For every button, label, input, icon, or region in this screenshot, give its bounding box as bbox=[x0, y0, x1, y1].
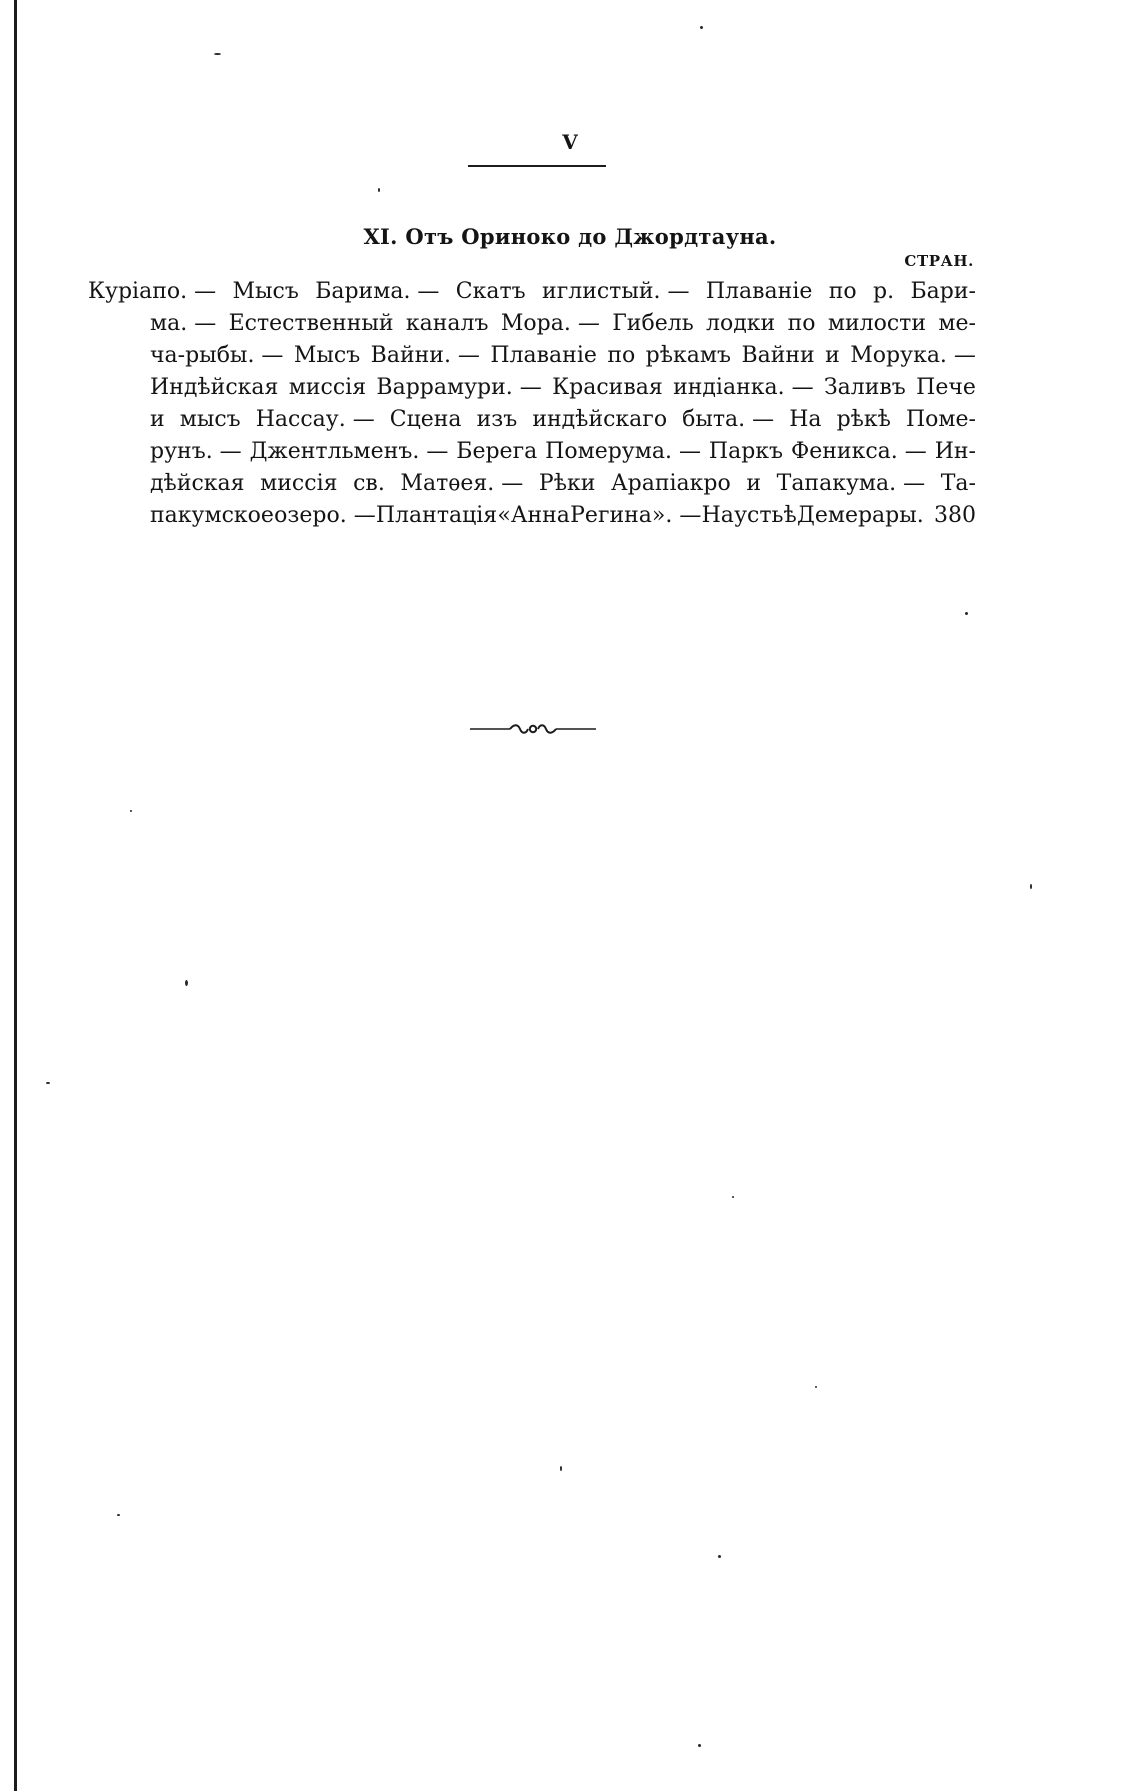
page-column-label: СТРАН. bbox=[904, 252, 974, 270]
toc-word: Померума. — bbox=[545, 439, 701, 464]
toc-line bbox=[88, 276, 976, 308]
toc-line bbox=[88, 436, 976, 468]
toc-word: Плантація bbox=[375, 503, 498, 528]
toc-word: На bbox=[701, 503, 734, 528]
toc-line bbox=[88, 404, 976, 436]
toc-word: Джентльменъ. — bbox=[249, 439, 449, 464]
toc-word: Скатъ bbox=[455, 279, 526, 304]
toc-word: по bbox=[607, 343, 636, 368]
print-speck bbox=[378, 188, 380, 192]
toc-line bbox=[88, 500, 976, 532]
toc-word: устьѣ bbox=[734, 503, 797, 528]
print-speck bbox=[46, 1082, 50, 1084]
toc-word: Матѳея. — bbox=[400, 471, 524, 496]
page-reference: 380 bbox=[933, 503, 976, 528]
toc-word: Поме- bbox=[905, 407, 976, 432]
toc-word: Красивая bbox=[552, 375, 663, 400]
toc-word: Та- bbox=[940, 471, 976, 496]
toc-word: Феникса. — bbox=[790, 439, 927, 464]
print-speck bbox=[560, 1466, 562, 1471]
toc-word: мысъ bbox=[179, 407, 241, 432]
toc-word: и bbox=[150, 407, 165, 432]
toc-word: Ин- bbox=[934, 439, 976, 464]
toc-word: рѣкамъ bbox=[645, 343, 731, 368]
print-speck bbox=[698, 1744, 701, 1747]
toc-word: индѣйскаго bbox=[532, 407, 668, 432]
toc-word: р. bbox=[873, 279, 895, 304]
print-speck bbox=[700, 26, 703, 29]
toc-word: На bbox=[789, 407, 822, 432]
toc-word: ме- bbox=[938, 311, 976, 336]
toc-word: и bbox=[825, 343, 840, 368]
toc-word: Гибель bbox=[612, 311, 694, 336]
toc-word: Мысъ bbox=[232, 279, 299, 304]
toc-line bbox=[88, 340, 976, 372]
toc-word: дѣйская bbox=[150, 471, 245, 496]
toc-word: Тапакума. — bbox=[776, 471, 926, 496]
toc-word: ма. — bbox=[150, 311, 217, 336]
toc-word: и bbox=[746, 471, 762, 496]
toc-word: Пече bbox=[916, 375, 976, 400]
toc-word: Плаваніе bbox=[490, 343, 597, 368]
toc-word: Плаваніе bbox=[705, 279, 813, 304]
toc-word: миссія bbox=[260, 471, 338, 496]
print-speck bbox=[185, 980, 188, 986]
toc-word: Бари- bbox=[910, 279, 976, 304]
page-number: V bbox=[562, 130, 578, 154]
toc-word: Паркъ bbox=[708, 439, 784, 464]
toc-word: лодки bbox=[706, 311, 776, 336]
toc-word: Варрамури. — bbox=[376, 375, 542, 400]
print-speck bbox=[732, 1196, 734, 1198]
toc-word: миссія bbox=[288, 375, 367, 400]
toc-word: Рѣки bbox=[538, 471, 596, 496]
toc-word: Мора. — bbox=[500, 311, 600, 336]
print-speck bbox=[130, 810, 132, 812]
toc-word: пакумское bbox=[150, 503, 274, 528]
toc-word: Нассау. — bbox=[255, 407, 375, 432]
toc-word: Сцена bbox=[389, 407, 462, 432]
toc-word: изъ bbox=[476, 407, 518, 432]
toc-word: Мысъ bbox=[293, 343, 361, 368]
toc-word: «Анна bbox=[497, 503, 570, 528]
chapter-title: XI. Отъ Ориноко до Джордтауна. bbox=[363, 224, 777, 249]
toc-entry bbox=[88, 276, 976, 532]
toc-line bbox=[88, 468, 976, 500]
toc-word: Заливъ bbox=[823, 375, 906, 400]
toc-word: озеро. — bbox=[274, 503, 376, 528]
toc-line bbox=[88, 308, 976, 340]
header-rule bbox=[468, 165, 606, 167]
toc-word: Вайни bbox=[741, 343, 815, 368]
print-speck bbox=[117, 1514, 120, 1516]
toc-word: индіанка. — bbox=[673, 375, 814, 400]
toc-word: Куріапо. — bbox=[88, 279, 217, 304]
print-speck bbox=[718, 1555, 721, 1558]
toc-word: Естественный bbox=[228, 311, 394, 336]
toc-word: Демерары. bbox=[796, 503, 924, 528]
toc-word: Барима. — bbox=[315, 279, 440, 304]
toc-word: рѣкѣ bbox=[836, 407, 891, 432]
toc-line bbox=[88, 372, 976, 404]
toc-word: по bbox=[828, 279, 857, 304]
toc-word: Морука. — bbox=[850, 343, 976, 368]
toc-word: быта. — bbox=[682, 407, 775, 432]
toc-word: Индѣйская bbox=[150, 375, 279, 400]
toc-word: Арапіакро bbox=[610, 471, 731, 496]
toc-word: ча-рыбы. — bbox=[150, 343, 284, 368]
toc-word: св. bbox=[353, 471, 385, 496]
print-speck bbox=[214, 53, 221, 55]
ornament-divider bbox=[470, 722, 596, 736]
toc-word: по bbox=[787, 311, 816, 336]
print-speck bbox=[1030, 884, 1032, 889]
toc-word: Вайни. — bbox=[370, 343, 480, 368]
print-speck bbox=[965, 612, 968, 615]
print-speck bbox=[815, 1386, 817, 1388]
toc-word: Регина». — bbox=[570, 503, 702, 528]
toc-word: иглистый. — bbox=[542, 279, 690, 304]
page-binding-edge bbox=[14, 0, 17, 1791]
toc-word: каналъ bbox=[405, 311, 489, 336]
toc-word: Берега bbox=[456, 439, 538, 464]
toc-word: рунъ. — bbox=[150, 439, 242, 464]
toc-word: милости bbox=[827, 311, 927, 336]
